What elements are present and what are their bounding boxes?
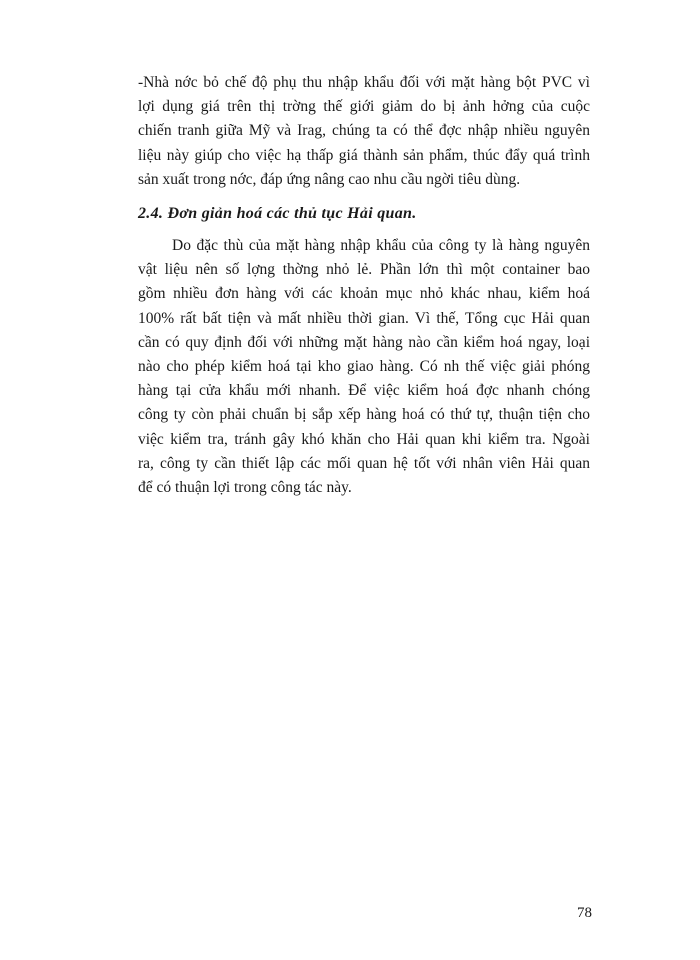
text-line: Do đặc thù của mặt hàng nhập khẩu của công ty là hàng nguyên <box>172 237 590 255</box>
text-line: hàng tại cửa khẩu mới nhanh. Để việc kiểm hoá đợc nhanh chóng <box>138 382 590 400</box>
page-content <box>138 71 590 500</box>
text-line: nào cho phép kiểm hoá tại kho giao hàng. Có nh thế việc giải phóng <box>138 358 590 376</box>
text-line: công ty còn phải chuẩn bị sắp xếp hàng hoá có thứ tự, thuận tiện cho <box>138 406 590 424</box>
text-line: lợi dụng giá trên thị trờng thế giới giảm do bị ảnh hởng của cuộc <box>138 98 590 116</box>
text-line: chiến tranh giữa Mỹ và Irag, chúng ta có thể đợc nhập nhiều nguyên <box>138 122 590 140</box>
text-line: -Nhà nớc bỏ chế độ phụ thu nhập khẩu đối với mặt hàng bột PVC vì <box>138 74 590 91</box>
text-line: gồm nhiều đơn hàng với các khoản mục nhỏ khác nhau, kiểm hoá <box>138 285 590 303</box>
text-line: việc kiểm tra, tránh gây khó khăn cho Hải quan khi kiểm tra. Ngoài <box>138 430 590 448</box>
text-line: để có thuận lợi trong công tác này. <box>138 479 352 497</box>
text-line: ra, công ty cần thiết lập các mối quan hệ tốt với nhân viên Hải quan <box>138 454 590 472</box>
paragraph-import-surcharge <box>138 71 590 192</box>
text-line: sản xuất trong nớc, đáp ứng nâng cao nhu cầu ngời tiêu dùng. <box>138 170 521 188</box>
text-line: vật liệu nên số lợng thờng nhỏ lẻ. Phần lớn thì một container bao <box>138 261 590 279</box>
section-heading: 2.4. Đơn giản hoá các thủ tục Hải quan. <box>138 205 417 223</box>
paragraph-customs-procedures <box>138 234 590 500</box>
text-line: 100% rất bất tiện và mất nhiều thời gian. Vì thế, Tổng cục Hải quan <box>138 309 590 327</box>
text-line: liệu này giúp cho việc hạ thấp giá thành sản phẩm, thúc đẩy quá trình <box>138 146 590 164</box>
text-line: cần có quy định đối với những mặt hàng nào cần kiểm hoá ngay, loại <box>138 333 590 351</box>
page-number: 78 <box>577 905 592 921</box>
